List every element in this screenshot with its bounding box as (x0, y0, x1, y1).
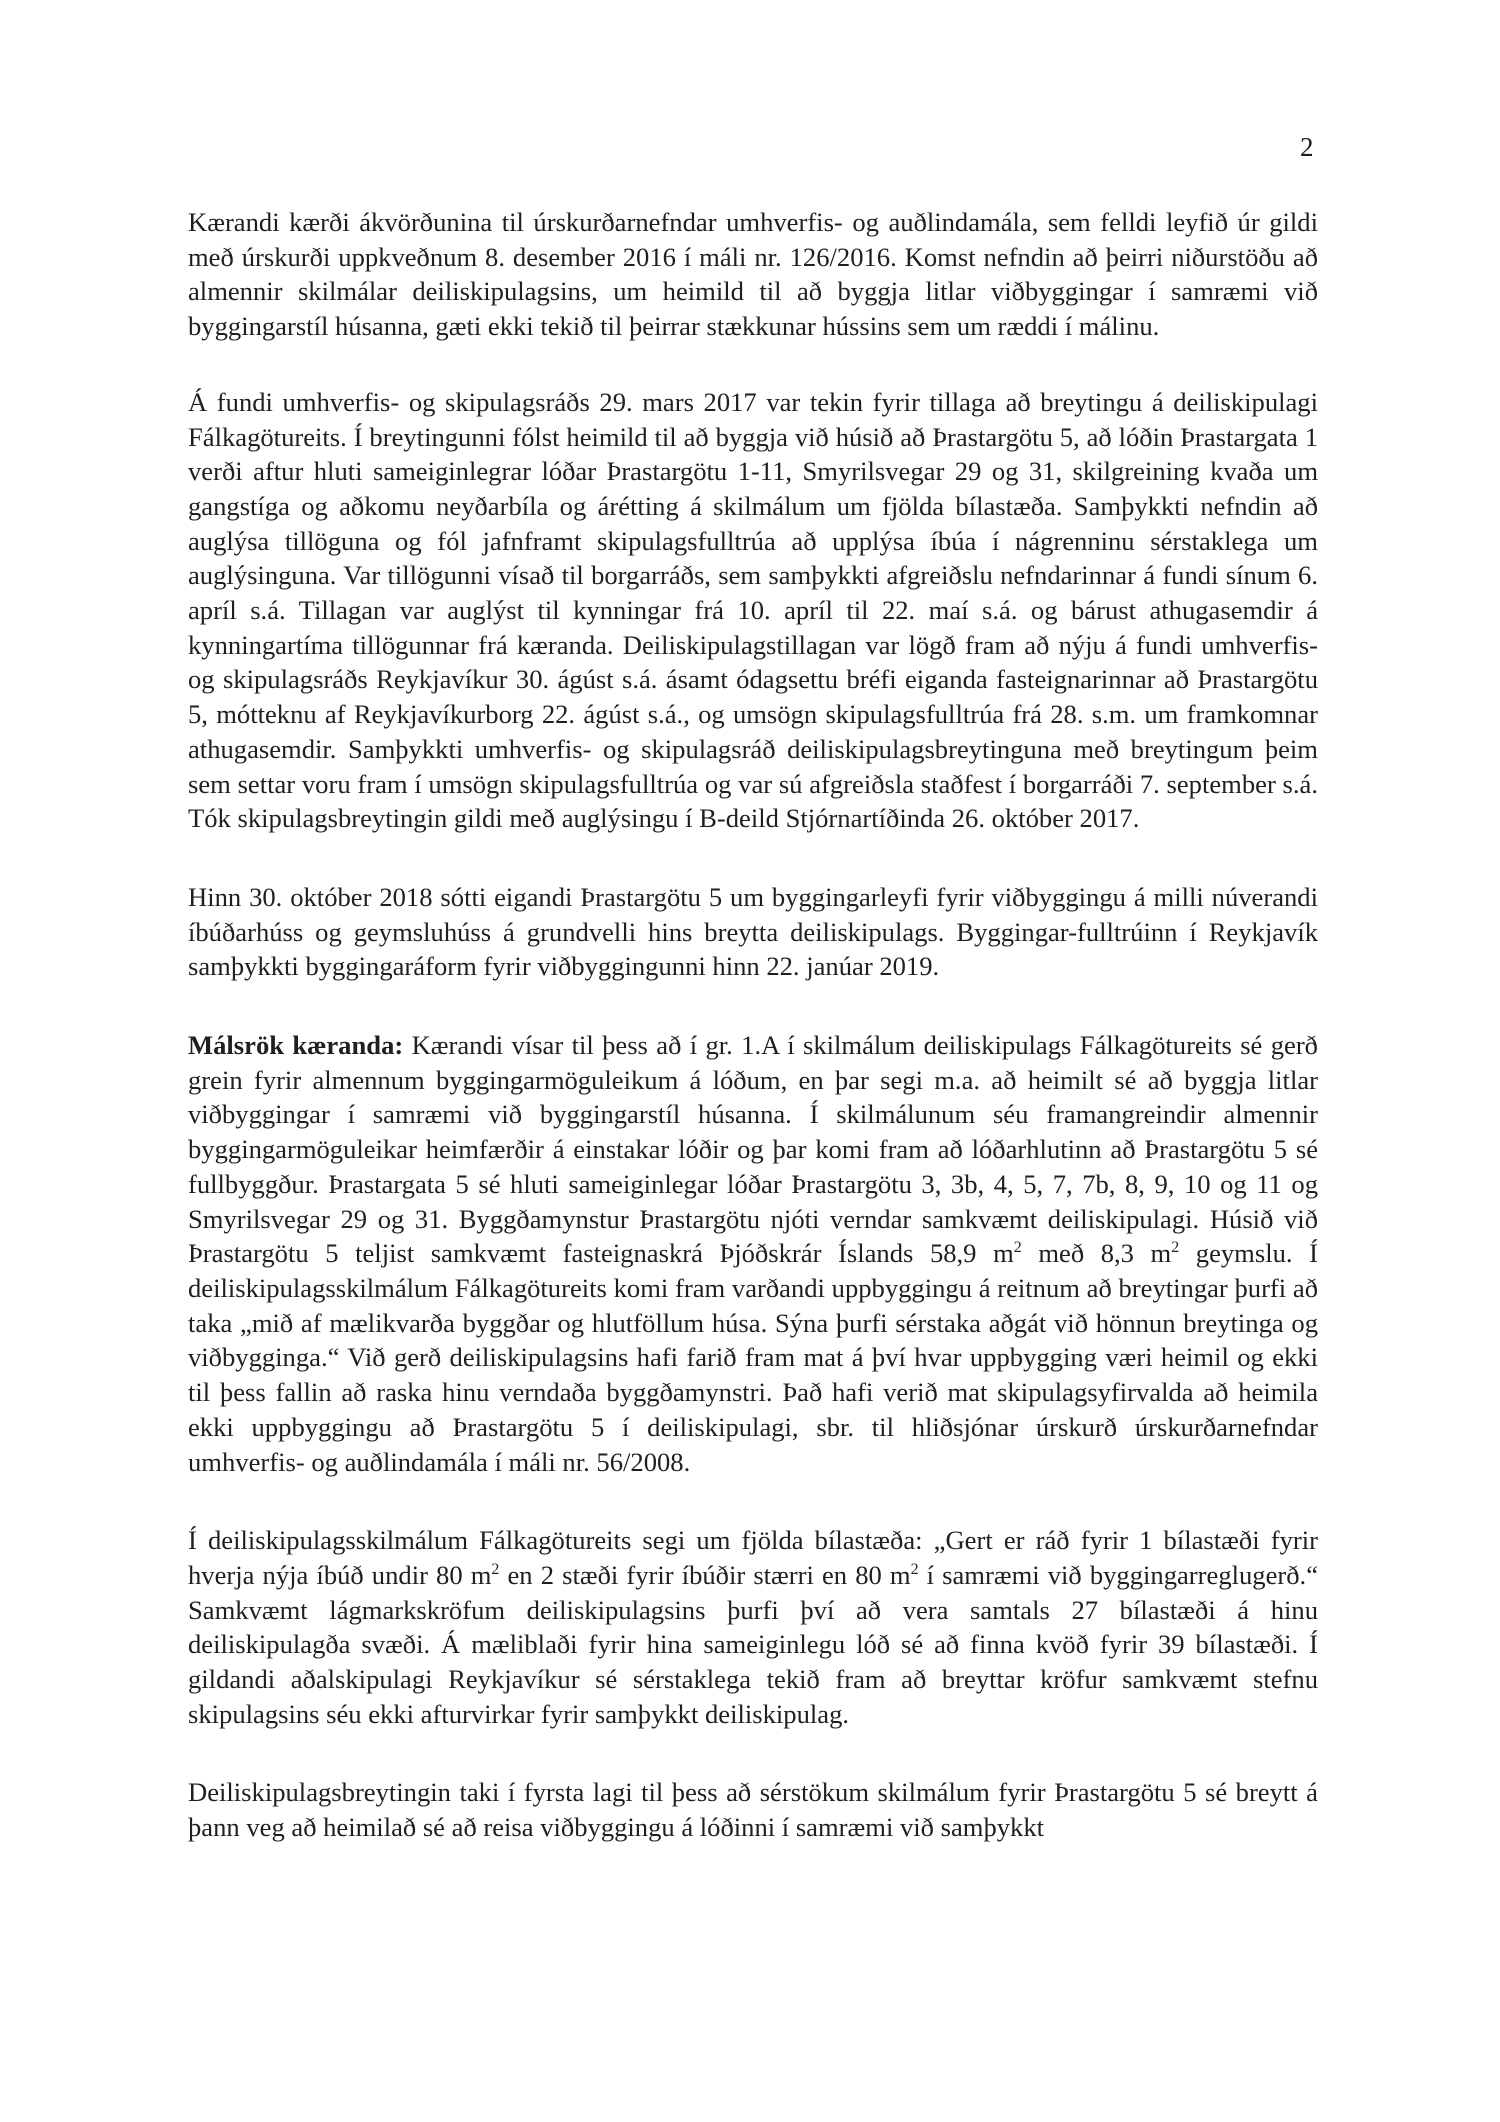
paragraph-text: geymslu. Í deiliskipulagsskilmálum Fálkagötureits komi fram varðandi uppbyggingu á reitnum að breytingar þurfi að taka „mið af mælikvarða byggðar og hlutföllum húsa. Sýna þurfi sérstaka aðgát við hönnun breytinga og viðbygginga.“ Við gerð deiliskipulagsins hafi farið fram mat á því hvar uppbygging væri heimil og ekki til þess fallin að raska hinu verndaða byggðamynstri. Það hafi verið mat skipulagsyfirvalda að heimila ekki uppbyggingu að Þrastargötu 5 í deiliskipulagi, sbr. til hliðsjónar úrskurð úrskurðarnefndar umhverfis- og auðlindamála í máli nr. 56/2008. (188, 1238, 1318, 1477)
superscript: 2 (1013, 1239, 1022, 1257)
paragraph-appellant-arguments (188, 1028, 1318, 1479)
superscript: 2 (910, 1561, 919, 1579)
superscript: 2 (491, 1561, 500, 1579)
section-heading-appellant-arguments: Málsrök kæranda: (188, 1030, 404, 1061)
document-body (188, 205, 1318, 1892)
paragraph-appeal-to-committee: Kærandi kærði ákvörðunina til úrskurðarnefndar umhverfis- og auðlindamála, sem felldi leyfið úr gildi með úrskurði uppkveðnum 8. desember 2016 í máli nr. 126/2016. Komst nefndin að þeirri niðurstöðu að almennir skilmálar deiliskipulagsins, um heimild til að byggja litlar viðbyggingar í samræmi við byggingarstíl húsanna, gæti ekki tekið til þeirrar stækkunar hússins sem um ræddi í málinu. (188, 207, 1318, 342)
superscript: 2 (1171, 1239, 1180, 1257)
paragraph-text: Í deiliskipulagsskilmálum Fálkagötureits segi um fjölda bílastæða: „Gert er ráð fyrir 1 bílastæði fyrir hverja nýja íbúð undir 80 m (188, 1525, 1318, 1590)
paragraph-parking-spaces (188, 1523, 1318, 1731)
page-number: 2 (1300, 132, 1314, 162)
paragraph-building-permit: Hinn 30. október 2018 sótti eigandi Þrastargötu 5 um byggingarleyfi fyrir viðbyggingu á milli núverandi íbúðarhúss og geymsluhúss á grundvelli hins breytta deiliskipulags. Byggingar-fulltrúinn í Reykjavík samþykkti byggingaráform fyrir viðbyggingunni hinn 22. janúar 2019. (188, 881, 1318, 982)
paragraph-text: með 8,3 m (1021, 1238, 1172, 1269)
paragraph-plan-amendment: Á fundi umhverfis- og skipulagsráðs 29. mars 2017 var tekin fyrir tillaga að breytingu á deiliskipulagi Fálkagötureits. Í breytingunni fólst heimild til að byggja við húsið að Þrastargötu 5, að lóðin Þrastargata 1 verði aftur hluti sameiginlegrar lóðar Þrastargötu 1-11, Smyrilsvegar 29 og 31, skilgreining kvaða um gangstíga og aðkomu neyðarbíla og árétting á skilmálum um fjölda bílastæða. Samþykkti nefndin að auglýsa tillöguna og fól jafnframt skipulagsfulltrúa að upplýsa íbúa í nágrenninu sérstaklega um auglýsinguna. Var tillögunni vísað til borgarráðs, sem samþykkti afgreiðslu nefndarinnar á fundi sínum 6. apríl s.á. Tillagan var auglýst til kynningar frá 10. apríl til 22. maí s.á. og bárust athugasemdir á kynningartíma tillögunnar frá kæranda. Deiliskipulagstillagan var lögð fram að nýju á fundi umhverfis- og skipulagsráðs Reykjavíkur 30. ágúst s.á. ásamt ódagsettu bréfi eiganda fasteignarinnar að Þrastargötu 5, mótteknu af Reykjavíkurborg 22. ágúst s.á., og umsögn skipulagsfulltrúa frá 28. s.m. um framkomnar athugasemdir. Samþykkti umhverfis- og skipulagsráð deiliskipulagsbreytinguna með breytingum þeim sem settar voru fram í umsögn skipulagsfulltrúa og var sú afgreiðsla staðfest í borgarráði 7. september s.á. Tók skipulagsbreytingin gildi með auglýsingu í B-deild Stjórnartíðinda 26. október 2017. (188, 386, 1318, 834)
paragraph-text: í samræmi við byggingarreglugerð.“ Samkvæmt lágmarkskröfum deiliskipulagsins þurfi því að vera samtals 27 bílastæði á hinu deiliskipulagða svæði. Á mæliblaði fyrir hina sameiginlegu lóð sé að finna kvöð fyrir 39 bílastæði. Í gildandi aðalskipulagi Reykjavíkur sé sérstaklega tekið fram að breyttar kröfur samkvæmt stefnu skipulagsins séu ekki afturvirkar fyrir samþykkt deiliskipulag. (188, 1559, 1319, 1729)
paragraph-text: Kærandi vísar til þess að í gr. 1.A í skilmálum deiliskipulags Fálkagötureits sé gerð grein fyrir almennum byggingarmöguleikum á lóðum, en þar segi m.a. að heimilt sé að byggja litlar viðbyggingar í samræmi við byggingarstíl húsanna. Í skilmálunum séu framangreindir almennir byggingarmöguleikar heimfærðir á einstakar lóðir og þar komi fram að lóðarhlutinn að Þrastargötu 5 sé fullbyggður. Þrastargata 5 sé hluti sameiginlegar lóðar Þrastargötu 3, 3b, 4, 5, 7, 7b, 8, 9, 10 og 11 og Smyrilsvegar 29 og 31. Byggðamynstur Þrastargötu njóti verndar samkvæmt deiliskipulagi. Húsið við Þrastargötu 5 teljist samkvæmt fasteignaskrá Þjóðskrár Íslands 58,9 m (188, 1030, 1318, 1269)
paragraph-plan-change-scope: Deiliskipulagsbreytingin taki í fyrsta lagi til þess að sérstökum skilmálum fyrir Þrastargötu 5 sé breytt á þann veg að heimilað sé að reisa viðbyggingu á lóðinni í samræmi við samþykkt (188, 1777, 1318, 1843)
paragraph-text: en 2 stæði fyrir íbúðir stærri en 80 m (499, 1559, 911, 1590)
